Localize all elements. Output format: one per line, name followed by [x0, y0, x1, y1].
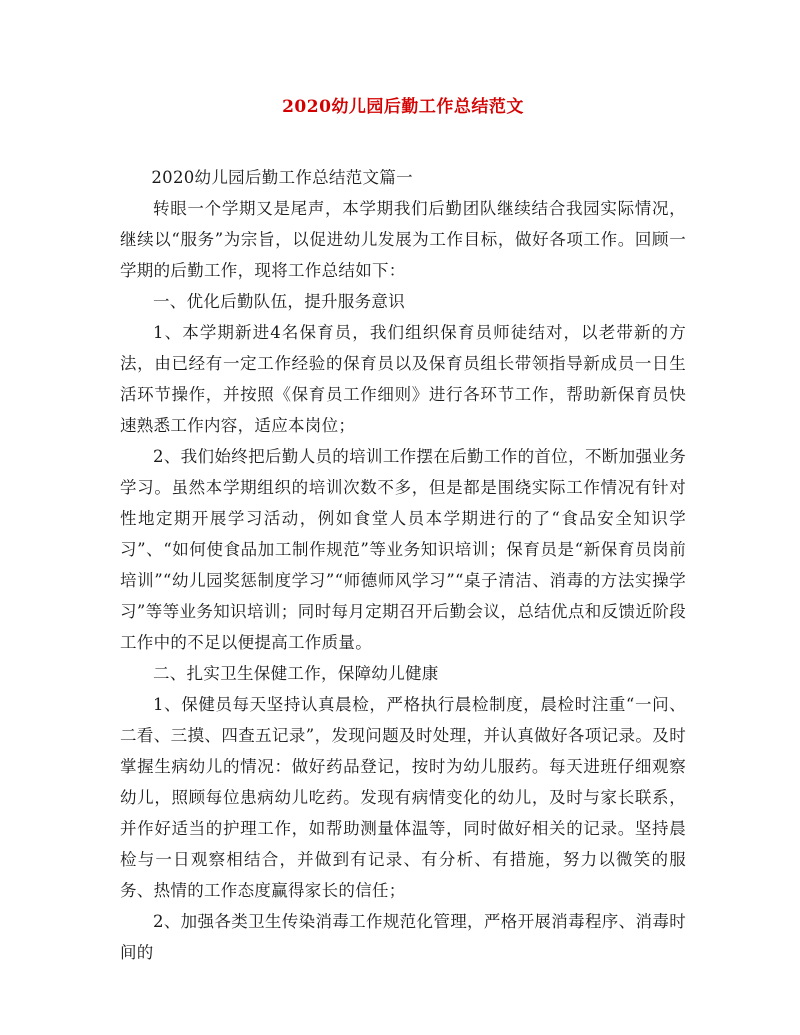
section-heading: 2020幼儿园后勤工作总结范文篇一 — [151, 168, 413, 187]
document-page — [120, 96, 686, 968]
body-paragraph: 1、本学期新进4名保育员，我们组织保育员师徒结对，以老带新的方法，由已经有一定工作经验的保育员以及保育员组长带领指导新成员一日生活环节操作，并按照《保育员工作细则》进行各环节工作，帮助新保育员快速熟悉工作内容，适应本岗位； — [120, 323, 686, 435]
section-heading: 二、扎实卫生保健工作，保障幼儿健康 — [153, 664, 439, 683]
intro-paragraph: 转眼一个学期又是尾声，本学期我们后勤团队继续结合我园实际情况，继续以“服务”为宗旨，以促进幼儿发展为工作目标，做好各项工作。回顾一学期的后勤工作，现将工作总结如下： — [120, 199, 686, 280]
body-paragraph: 2、加强各类卫生传染消毒工作规范化管理，严格开展消毒程序、消毒时间的 — [120, 912, 686, 962]
document-title: 2020幼儿园后勤工作总结范文 — [282, 97, 524, 117]
section-heading: 一、优化后勤队伍，提升服务意识 — [153, 292, 405, 311]
body-paragraph: 2、我们始终把后勤人员的培训工作摆在后勤工作的首位，不断加强业务学习。虽然本学期组织的培训次数不多，但是都是围绕实际工作情况有针对性地定期开展学习活动，例如食堂人员本学期进行的了“食品安全知识学习”、“如何使食品加工制作规范”等业务知识培训；保育员是“新保育员岗前培训”“幼儿园奖惩制度学习”“师德师风学习”“桌子清洁、消毒的方法实操学习”等等业务知识培训；同时每月定期召开后勤会议，总结优点和反馈近阶段工作中的不足以便提高工作质量。 — [120, 447, 686, 652]
body-paragraph: 1、保健员每天坚持认真晨检，严格执行晨检制度，晨检时注重“一问、二看、三摸、四查五记录”，发现问题及时处理，并认真做好各项记录。及时掌握生病幼儿的情况：做好药品登记，按时为幼儿服药。每天进班仔细观察幼儿，照顾每位患病幼儿吃药。发现有病情变化的幼儿，及时与家长联系，并作好适当的护理工作，如帮助测量体温等，同时做好相关的记录。坚持晨检与一日观察相结合，并做到有记录、有分析、有措施，努力以微笑的服务、热情的工作态度赢得家长的信任； — [120, 695, 686, 900]
